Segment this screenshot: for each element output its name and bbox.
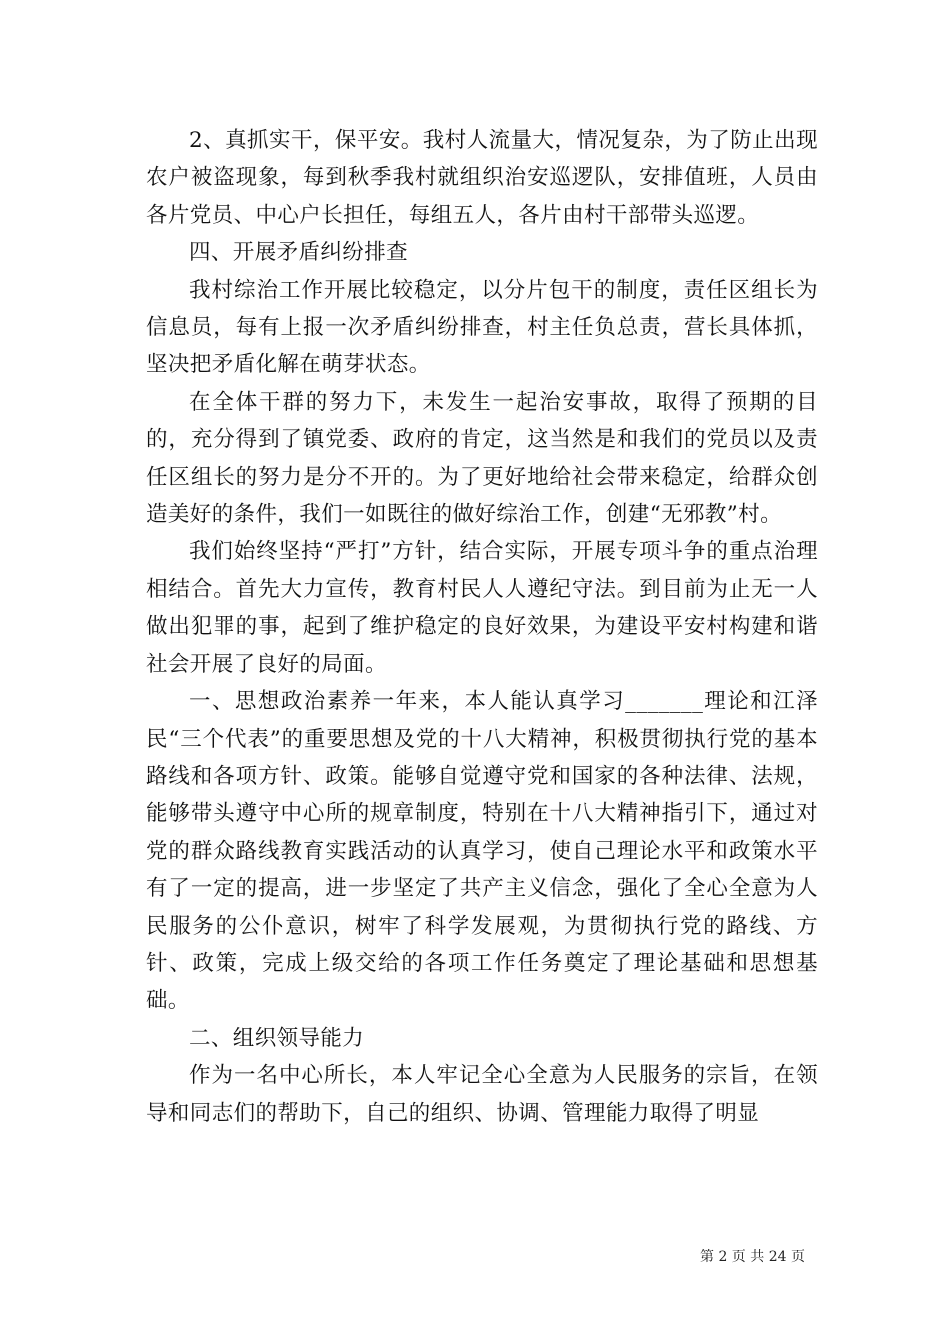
section-heading-dispute-screening: 四、开展矛盾纠纷排查 (189, 240, 409, 266)
paragraph-results: 在全体干群的努力下，未发生一起治安事故，取得了预期的目的，充分得到了镇党委、政府的肯定，这当然是和我们的党员以及责任区组长的努力是分不开的。为了更好地给社会带来稳定，给群众创造美好的条件，我们一如既往的做好综治工作，创建“无邪教”村。 (146, 389, 818, 528)
paragraph-dispute-screening: 我村综治工作开展比较稳定，以分片包干的制度，责任区组长为信息员，每有上报一次矛盾纠纷排查，村主任负总责，营长具体抓，坚决把矛盾化解在萌芽状态。 (146, 277, 818, 378)
paragraph-strike-hard: 我们始终坚持“严打”方针，结合实际，开展专项斗争的重点治理相结合。首先大力宣传，教育村民人人遵纪守法。到目前为止无一人做出犯罪的事，起到了维护稳定的良好效果，为建设平安村构建和谐社会开展了良好的局面。 (146, 539, 818, 677)
section-heading-leadership: 二、组织领导能力 (189, 1025, 365, 1051)
paragraph-leadership: 作为一名中心所长，本人牢记全心全意为人民服务的宗旨，在领导和同志们的帮助下，自己的组织、协调、管理能力取得了明显 (146, 1063, 818, 1126)
page-number-footer: 第 2 页 共 24 页 (700, 1249, 805, 1265)
document-body (146, 122, 818, 1132)
paragraph-patrol: 2、真抓实干，保平安。我村人流量大，情况复杂，为了防止出现农户被盗现象，每到秋季我村就组织治安巡逻队，安排值班，人员由各片党员、中心户长担任，每组五人，各片由村干部带头巡逻。 (146, 128, 818, 228)
paragraph-political-quality: 一、思想政治素养一年来，本人能认真学习_______理论和江泽民“三个代表”的重要思想及党的十八大精神，积极贯彻执行党的基本路线和各项方针、政策。能够自觉遵守党和国家的各种法律、法规，能够带头遵守中心所的规章制度，特别在十八大精神指引下，通过对党的群众路线教育实践活动的认真学习，使自己理论水平和政策水平有了一定的提高，进一步坚定了共产主义信念，强化了全心全意为人民服务的公仆意识，树牢了科学发展观，为贯彻执行党的路线、方针、政策，完成上级交给的各项工作任务奠定了理论基础和思想基础。 (146, 689, 818, 1014)
